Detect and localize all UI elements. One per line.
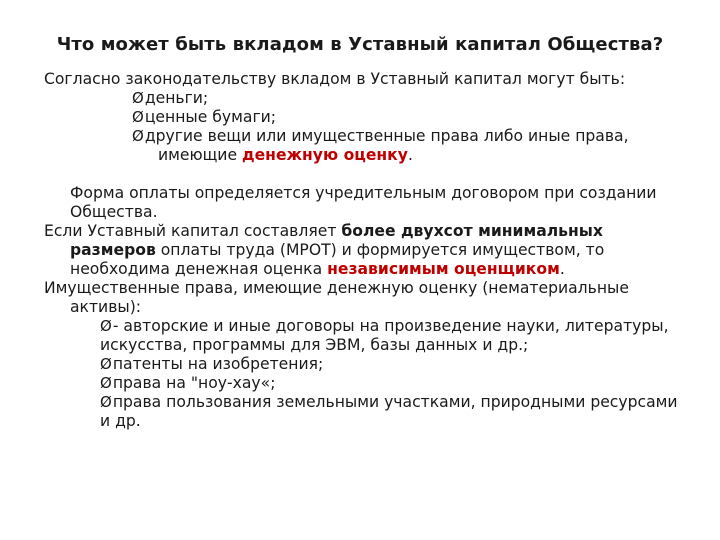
arrow-bullet-icon: Ø: [100, 355, 112, 373]
arrow-bullet-icon: Ø: [132, 89, 144, 107]
arrow-bullet-icon: Ø: [100, 374, 112, 392]
rights-intro-text: Имущественные права, имеющие денежную оценку (нематериальные активы):: [44, 279, 629, 316]
bold-text: более двухсот минимальных размеров: [70, 222, 603, 259]
list-item: Øденьги;: [132, 89, 209, 107]
list-item: Ø- авторские и иные договоры на произведение науки, литературы, искусства, программы для ЭВМ, базы данных и др.;: [100, 317, 669, 354]
highlight-text: денежную оценку: [242, 146, 408, 164]
intro-text: Согласно законодательству вкладом в Уставный капитал могут быть:: [44, 70, 626, 88]
arrow-bullet-icon: Ø: [100, 393, 112, 411]
payment-text: Форма оплаты определяется учредительным договором при создании Общества.: [70, 184, 657, 221]
capital-text: Если Уставный капитал составляет более двухсот минимальных размеров оплаты труда (МРОТ) и формируется имуществом, то необходима денежная оценка независимым оценщиком.: [44, 222, 605, 278]
list-item: Øправа пользования земельными участками, природными ресурсами и др.: [100, 393, 678, 430]
highlight-text: независимым оценщиком: [327, 260, 560, 278]
list-item: Øправа на "ноу-хау«;: [100, 374, 276, 392]
list-item: Øпатенты на изобретения;: [100, 355, 324, 373]
list-item: Øценные бумаги;: [132, 108, 277, 126]
slide-body: [44, 70, 684, 431]
arrow-bullet-icon: Ø: [100, 317, 112, 335]
slide-title: Что может быть вкладом в Уставный капитал Общества?: [56, 34, 664, 55]
arrow-bullet-icon: Ø: [132, 127, 144, 145]
list-item: Øдругие вещи или имущественные права либо иные права, имеющие денежную оценку.: [132, 127, 629, 164]
arrow-bullet-icon: Ø: [132, 108, 144, 126]
